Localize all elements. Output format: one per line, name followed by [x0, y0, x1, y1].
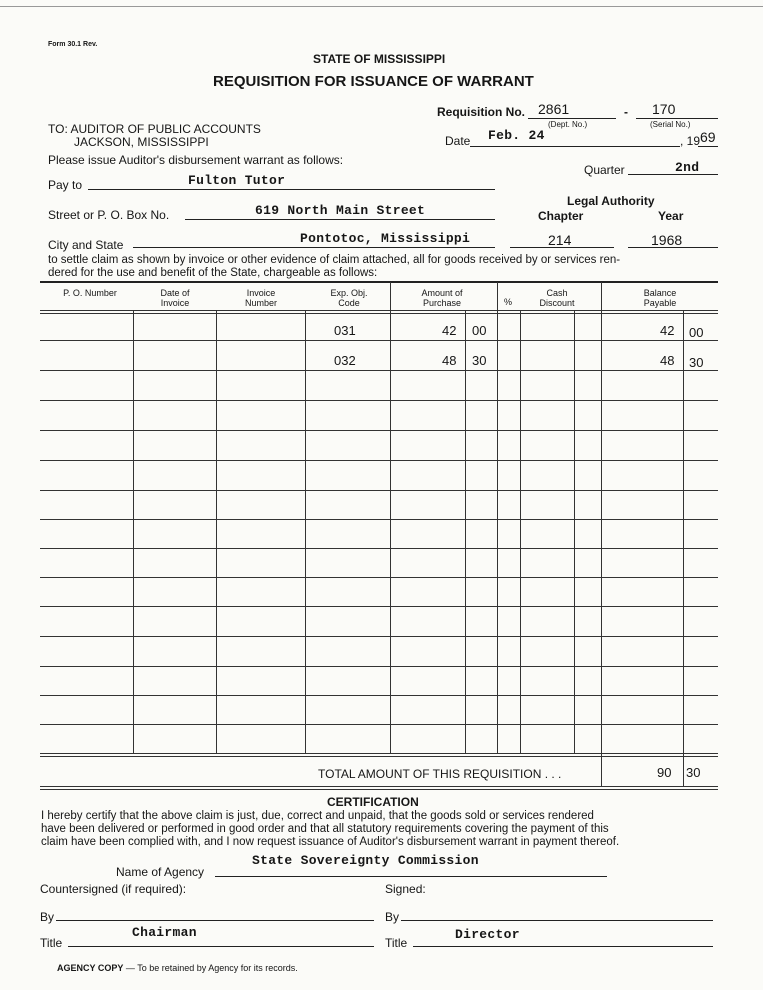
right-title-value: Director [455, 927, 520, 942]
dept-no-value: 2861 [538, 101, 570, 117]
settle-text-line1: to settle claim as shown by invoice or other evidence of claim attached, all for goods received by or services ren- [48, 254, 621, 266]
col-line [497, 282, 498, 754]
row-line [40, 519, 718, 520]
total-dollars: 90 [657, 765, 672, 780]
page-title: REQUISITION FOR ISSUANCE OF WARRANT [213, 73, 534, 90]
table-header-line [40, 310, 718, 311]
left-title-label: Title [40, 936, 63, 950]
header-exp-obj-code: Exp. Obj. Code [330, 288, 368, 308]
row-line [40, 695, 718, 696]
balance-cents-cell: 30 [689, 355, 704, 370]
dash: - [624, 105, 628, 119]
amount-dollars-cell: 48 [442, 353, 457, 368]
pay-to-value: Fulton Tutor [188, 173, 286, 188]
right-by-line [401, 920, 713, 921]
footer-rest: — To be retained by Agency for its records. [123, 963, 298, 973]
row-line [40, 548, 718, 549]
quarter-label: Quarter [584, 163, 625, 177]
date-label: Date [445, 134, 471, 148]
street-line [185, 219, 495, 220]
date-century: , 19 [680, 134, 701, 148]
row-line [40, 340, 718, 341]
row-line [40, 636, 718, 637]
table-top-line [40, 281, 718, 283]
col-line [390, 282, 391, 754]
total-label: TOTAL AMOUNT OF THIS REQUISITION . . . [318, 767, 562, 781]
chapter-label: Chapter [538, 209, 584, 223]
col-line [574, 310, 575, 754]
amount-cents-cell: 00 [472, 323, 487, 338]
exp-code-cell: 031 [334, 323, 356, 338]
requisition-label: Requisition No. [437, 105, 525, 119]
addressee-line1: TO: AUDITOR OF PUBLIC ACCOUNTS [48, 122, 261, 136]
right-title-line [413, 946, 713, 947]
balance-dollars-cell: 48 [660, 353, 675, 368]
row-line [40, 577, 718, 578]
col-line [601, 282, 602, 786]
year-label: Year [658, 209, 684, 223]
table-header-line2 [40, 313, 718, 314]
signed-label: Signed: [385, 882, 426, 896]
row-line [40, 460, 718, 461]
serial-no-caption: (Serial No.) [650, 120, 691, 129]
header-invoice-number: Invoice Number [244, 288, 277, 308]
col-line [133, 310, 134, 754]
date-line [470, 146, 680, 147]
city-line [133, 247, 495, 248]
total-bottom-line [40, 786, 718, 787]
header-po-number: P. O. Number [63, 288, 117, 298]
left-by-line [56, 920, 374, 921]
settle-text-line2: dered for the use and benefit of the State, chargeable as follows: [48, 267, 378, 279]
serial-no-line [636, 118, 718, 119]
street-label: Street or P. O. Box No. [48, 208, 170, 222]
footer-bold: AGENCY COPY [57, 963, 124, 973]
countersigned-label: Countersigned (if required): [40, 882, 187, 896]
row-line [40, 666, 718, 667]
left-title-line [68, 946, 374, 947]
left-title-value: Chairman [132, 925, 197, 940]
col-line [520, 310, 521, 754]
certification-line1: I hereby certify that the above claim is just, due, correct and unpaid, that the goods sold or services rendered [41, 810, 594, 822]
agency-line [215, 876, 607, 877]
agency-label: Name of Agency [116, 865, 205, 879]
row-line [40, 430, 718, 431]
table-bottom-line2 [40, 756, 718, 757]
legal-year-value: 1968 [651, 232, 683, 248]
table-bottom-line [40, 753, 718, 754]
amount-dollars-cell: 42 [442, 323, 457, 338]
top-edge-line [0, 6, 763, 7]
row-line [40, 370, 718, 371]
left-by-label: By [40, 910, 55, 924]
chapter-value: 214 [548, 232, 572, 248]
certification-heading: CERTIFICATION [327, 795, 419, 809]
date-value: Feb. 24 [488, 128, 545, 143]
city-label: City and State [48, 238, 124, 252]
exp-code-cell: 032 [334, 353, 356, 368]
col-line [465, 310, 466, 754]
agency-value: State Sovereignty Commission [252, 853, 479, 868]
quarter-value: 2nd [675, 160, 700, 175]
row-line [40, 400, 718, 401]
row-line [40, 724, 718, 725]
quarter-line [628, 174, 718, 175]
state-heading: STATE OF MISSISSIPPI [313, 52, 446, 66]
dept-no-line [528, 118, 616, 119]
street-value: 619 North Main Street [255, 203, 426, 218]
amount-cents-cell: 30 [472, 353, 487, 368]
dept-no-caption: (Dept. No.) [548, 120, 588, 129]
addressee-line2: JACKSON, MISSISSIPPI [74, 135, 209, 149]
header-percent: % [503, 297, 512, 307]
form-number: Form 30.1 Rev. [48, 41, 98, 48]
balance-dollars-cell: 42 [660, 323, 675, 338]
serial-no-value: 170 [652, 101, 676, 117]
header-date-of-invoice: Date of Invoice [160, 288, 190, 308]
city-value: Pontotoc, Mississippi [300, 231, 471, 246]
row-line [40, 606, 718, 607]
header-amount-of-purchase: Amount of Purchase [421, 288, 463, 308]
legal-authority-label: Legal Authority [567, 194, 655, 208]
certification-line3: claim have been complied with, and I now request issuance of Auditor's disbursement warrant in payment thereof. [41, 836, 620, 848]
pay-to-line [88, 189, 495, 190]
col-line [216, 310, 217, 754]
header-cash-discount: Cash Discount [539, 288, 575, 308]
total-cents: 30 [686, 765, 701, 780]
please-issue-text: Please issue Auditor's disbursement warrant as follows: [48, 153, 344, 167]
col-line [305, 310, 306, 754]
total-bottom-line2 [40, 789, 718, 790]
right-title-label: Title [385, 936, 408, 950]
pay-to-label: Pay to [48, 178, 83, 192]
certification-line2: have been delivered or performed in good order and that all statutory requirements covering the payment of this [41, 823, 609, 835]
header-balance-payable: Balance Payable [643, 288, 677, 308]
footer-note [57, 963, 298, 973]
year-line [698, 146, 718, 147]
date-year: 69 [700, 129, 716, 145]
row-line [40, 490, 718, 491]
balance-cents-cell: 00 [689, 325, 704, 340]
right-by-label: By [385, 910, 400, 924]
